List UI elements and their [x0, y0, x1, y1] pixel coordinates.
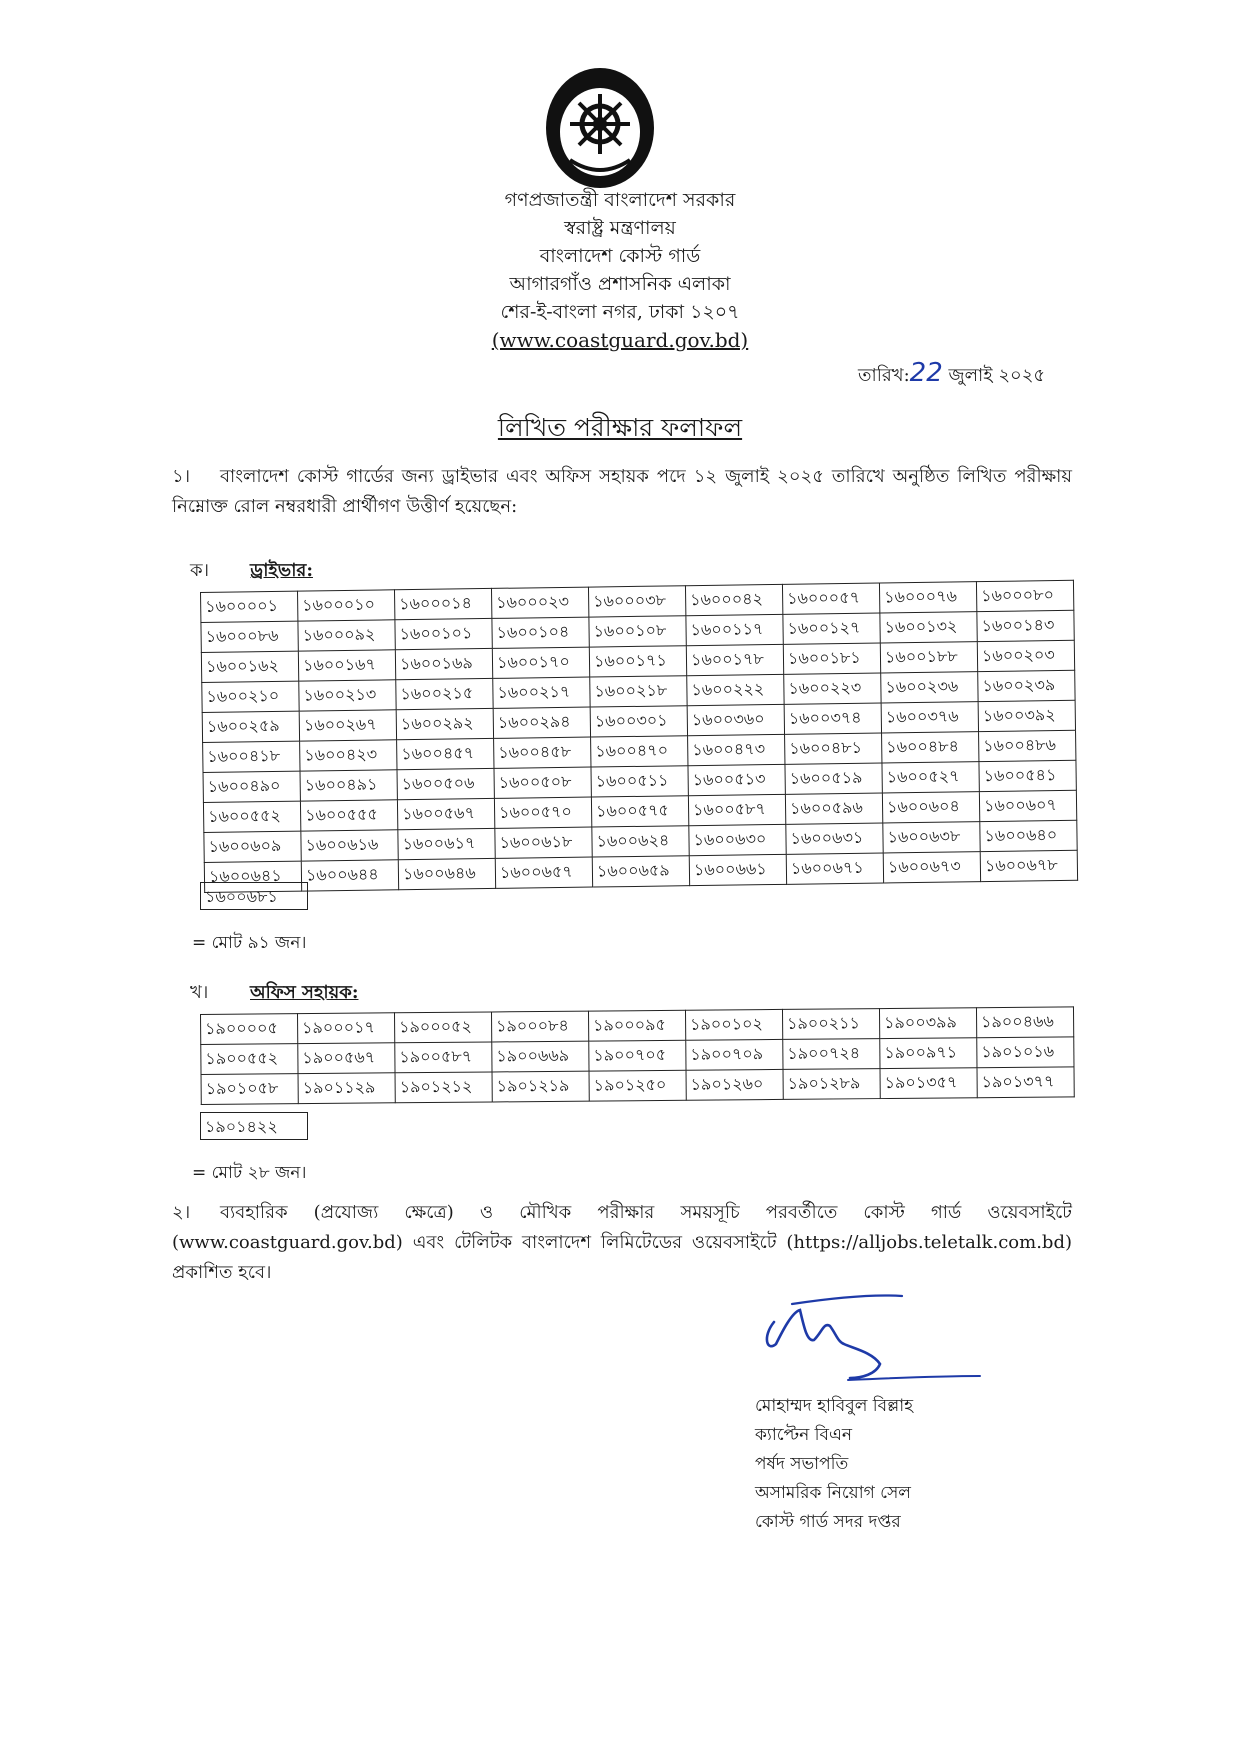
- roll-number-cell: ১৬০০৫২৭: [882, 762, 979, 793]
- roll-number-cell: ১৬০০৫১১: [591, 766, 688, 797]
- website-url: (www.coastguard.gov.bd): [491, 328, 749, 352]
- roll-number-cell: ১৬০০৬৫৭: [495, 857, 592, 888]
- page-title: লিখিত পরীক্ষার ফলাফল: [497, 413, 743, 442]
- roll-number-cell: ১৬০০৬১৮: [495, 827, 592, 858]
- roll-number-cell: ১৯০০১০২: [685, 1009, 782, 1040]
- roll-number-cell: ১৬০০৪২৩: [300, 740, 397, 771]
- roll-number-cell: ১৬০০১৬৭: [298, 650, 395, 681]
- roll-number-cell: ১৯০০০৯৫: [588, 1010, 685, 1041]
- roll-number-cell: ১৬০০৬২৪: [592, 826, 689, 857]
- roll-number-cell: ১৬০০১৩২: [880, 612, 977, 643]
- roll-number-cell: ১৬০০১১৭: [686, 614, 783, 645]
- driver-roll-table: [200, 580, 1078, 893]
- roll-number-cell: ১৬০০২৯২: [396, 708, 493, 739]
- roll-number-cell: ১৬০০৬৪১: [204, 861, 301, 892]
- roll-number-cell: ১৬০০৩০১: [590, 706, 687, 737]
- roll-number-cell: ১৬০০২৩৯: [978, 670, 1075, 701]
- roll-number-cell: ১৬০০৪১৮: [203, 741, 300, 772]
- roll-number-cell: ১৯০০০০৫: [201, 1014, 298, 1045]
- date-line: [858, 358, 1078, 392]
- roll-number-cell: ১৬০০৬৪৬: [398, 858, 495, 889]
- roll-number-cell: ১৬০০২৯৪: [493, 707, 590, 738]
- roll-number-cell: ১৯০০৫৫২: [201, 1044, 298, 1075]
- roll-number-cell: ১৬০০৫৯৬: [785, 793, 882, 824]
- roll-number-cell: ১৬০০৬৪৪: [301, 860, 398, 891]
- driver-total: = মোট ৯১ জন।: [192, 933, 307, 953]
- roll-number-cell: ১৯০০০১৭: [298, 1013, 395, 1044]
- roll-number-cell: ১৬০০১৬২: [201, 651, 298, 682]
- roll-number-cell: ১৬০০২১৫: [396, 678, 493, 709]
- roll-number-cell: ১৬০০৬৪০: [980, 820, 1077, 851]
- roll-number-cell: ১৬০০৪৮৪: [882, 732, 979, 763]
- ministry-name: স্বরাষ্ট্র মন্ত্রণালয়: [564, 217, 676, 239]
- roll-number-cell: ১৬০০৬১৬: [301, 830, 398, 861]
- roll-number-cell: ১৬০০১৭৮: [686, 644, 783, 675]
- paragraph-number: ১।: [172, 466, 191, 487]
- roll-number-cell: ১৬০০৬৩৮: [883, 822, 980, 853]
- roll-number-cell: ১৬০০৫৭৫: [591, 796, 688, 827]
- paragraph-1: [172, 462, 1072, 522]
- roll-number-cell: ১৬০০৬০৯: [204, 831, 301, 862]
- roll-number-cell: ১৬০০৬৭৮: [980, 850, 1077, 881]
- roll-number-cell: ১৬০০০৮০: [976, 580, 1073, 611]
- roll-number-cell: ১৬০০১৭০: [492, 647, 589, 678]
- roll-number-cell: ১৬০০২১৮: [590, 676, 687, 707]
- roll-number-cell: ১৬০০৫৭০: [494, 797, 591, 828]
- signatory-role: পর্ষদ সভাপতি: [755, 1454, 849, 1474]
- section-title: অফিস সহায়ক:: [250, 982, 359, 1003]
- roll-number-cell: ১৬০০৩৭৬: [881, 702, 978, 733]
- roll-number-cell: ১৬০০১০৪: [492, 617, 589, 648]
- roll-number-cell: ১৬০০৬৬১: [689, 854, 786, 885]
- section-marker: খ।: [190, 982, 209, 1003]
- roll-number-cell: ১৬০০০২৩: [491, 587, 588, 618]
- roll-number-cell: ১৯০০৪৬৬: [976, 1007, 1073, 1038]
- roll-number-cell: ১৬০০৩৬০: [687, 704, 784, 735]
- roll-number-cell: ১৬০০৫৪১: [979, 760, 1076, 791]
- roll-number-cell: ১৯০০৭২৪: [783, 1039, 880, 1070]
- roll-number-cell: ১৬০০০৮৬: [201, 621, 298, 652]
- address-line-2: শের-ই-বাংলা নগর, ঢাকা ১২০৭: [500, 301, 740, 323]
- roll-number-cell: ১৬০০৫৮৭: [688, 794, 785, 825]
- roll-number-cell: ১৬০০৬০৭: [979, 790, 1076, 821]
- roll-number-cell: ১৬০০১৪৩: [977, 610, 1074, 641]
- roll-number-cell: ১৬০০৪৭০: [591, 736, 688, 767]
- roll-number-cell: ১৯০১০৫৮: [201, 1074, 298, 1105]
- signatory-name: মোহাম্মদ হাবিবুল বিল্লাহ: [755, 1396, 914, 1416]
- roll-number-cell: ১৬০০৫০৮: [494, 767, 591, 798]
- roll-number-cell: ১৯০০৩৯৯: [879, 1008, 976, 1039]
- roll-number-cell: ১৬০০১২৭: [783, 613, 880, 644]
- roll-number-cell: ১৬০০০১০: [297, 590, 394, 621]
- roll-number-cell: ১৬০০১৮১: [783, 643, 880, 674]
- section-heading-office-assistant: [190, 978, 358, 1009]
- roll-number-cell: ১৬০০৬৭৩: [883, 852, 980, 883]
- roll-number-cell: ১৬০০০১৪: [394, 588, 491, 619]
- roll-number-cell: ১৬০০০০১: [201, 591, 298, 622]
- roll-number-cell: ১৯০০৫৮৭: [395, 1042, 492, 1073]
- roll-number-cell: ১৬০০১০৮: [589, 616, 686, 647]
- roll-number-cell: ১৯০০০৫২: [394, 1012, 491, 1043]
- roll-number-cell: ১৬০০৪৯১: [300, 770, 397, 801]
- driver-roll-last-cell: ১৬০০৬৮১: [200, 882, 308, 910]
- roll-number-cell: ১৬০০২১৭: [493, 677, 590, 708]
- roll-number-cell: ১৬০০২১৩: [299, 680, 396, 711]
- roll-number-cell: ১৬০০২৫৯: [202, 711, 299, 742]
- roll-number-cell: ১৬০০৪৮৬: [979, 730, 1076, 761]
- roll-number-cell: ১৬০০৪৯০: [203, 771, 300, 802]
- roll-number-cell: ১৬০০৬৫৯: [592, 856, 689, 887]
- roll-number-cell: ১৬০০২৬৭: [299, 710, 396, 741]
- roll-number-cell: ১৯০১৩৭৭: [977, 1067, 1074, 1098]
- roll-number-cell: ১৬০০১৭১: [589, 646, 686, 677]
- roll-number-cell: ১৯০১২৫০: [589, 1070, 686, 1101]
- roll-number-cell: ১৬০০৩৭৪: [784, 703, 881, 734]
- roll-number-cell: ১৬০০৬৭১: [786, 853, 883, 884]
- office-assistant-roll-last-cell: ১৯০১৪২২: [200, 1112, 308, 1140]
- roll-number-cell: ১৬০০০৫৭: [782, 583, 879, 614]
- roll-number-cell: ১৯০১২৮৯: [783, 1069, 880, 1100]
- roll-number-cell: ১৯০১২১২: [395, 1072, 492, 1103]
- roll-number-cell: ১৬০০২২২: [687, 674, 784, 705]
- roll-number-cell: ১৯০০৬৬৯: [492, 1041, 589, 1072]
- roll-number-cell: ১৯০০০৮৪: [491, 1011, 588, 1042]
- roll-number-cell: ১৬০০৬১৭: [398, 828, 495, 859]
- roll-number-cell: ১৬০০০৭৬: [879, 582, 976, 613]
- government-name: গণপ্রজাতন্ত্রী বাংলাদেশ সরকার: [504, 189, 736, 211]
- office-assistant-roll-table: [200, 1006, 1075, 1105]
- date-label: তারিখ:: [858, 365, 910, 386]
- roll-number-cell: ১৬০০৫০৬: [397, 768, 494, 799]
- signatory-rank: ক্যাপ্টেন বিএন: [755, 1425, 853, 1445]
- roll-number-cell: ১৬০০০৯২: [298, 620, 395, 651]
- roll-number-cell: ১৯০০৭০৯: [686, 1039, 783, 1070]
- roll-number-cell: ১৬০০০৩৮: [588, 586, 685, 617]
- roll-number-cell: ১৬০০২১০: [202, 681, 299, 712]
- roll-number-cell: ১৬০০৫১৩: [688, 764, 785, 795]
- paragraph-number: ২।: [172, 1202, 191, 1223]
- section-marker: ক।: [190, 560, 210, 581]
- letterhead: [300, 186, 940, 354]
- roll-number-cell: ১৯০১১২৯: [298, 1073, 395, 1104]
- roll-number-cell: ১৬০০৫১৯: [785, 763, 882, 794]
- roll-number-cell: ১৬০০৪৫৮: [494, 737, 591, 768]
- address-line-1: আগারগাঁও প্রশাসনিক এলাকা: [509, 273, 731, 295]
- roll-number-cell: ১৯০১৩৫৭: [880, 1068, 977, 1099]
- organization-name: বাংলাদেশ কোস্ট গার্ড: [539, 245, 701, 267]
- section-title: ড্রাইভার:: [250, 560, 313, 581]
- roll-number-cell: ১৬০০৫৫২: [203, 801, 300, 832]
- table-row: [201, 1067, 1074, 1105]
- date-month-year: জুলাই ২০২৫: [948, 365, 1046, 386]
- roll-number-cell: ১৯০১২৬০: [686, 1069, 783, 1100]
- office-assistant-total: = মোট ২৮ জন।: [192, 1163, 307, 1183]
- roll-number-cell: ১৬০০৬০৪: [882, 792, 979, 823]
- roll-number-cell: ১৬০০১০১: [395, 618, 492, 649]
- signature-icon: [752, 1282, 982, 1392]
- coast-guard-emblem-icon: [540, 62, 660, 192]
- section-heading-driver: [190, 556, 313, 587]
- roll-number-cell: ১৬০০৪৮১: [785, 733, 882, 764]
- roll-number-cell: ১৬০০১৬৯: [395, 648, 492, 679]
- roll-number-cell: ১৬০০৪৭৩: [688, 734, 785, 765]
- roll-number-cell: ১৬০০৪৫৭: [397, 738, 494, 769]
- roll-number-cell: ১৯০১০১৬: [977, 1037, 1074, 1068]
- roll-number-cell: ১৬০০৫৬৭: [397, 798, 494, 829]
- roll-number-cell: ১৬০০০৪২: [685, 584, 782, 615]
- paragraph-2: [172, 1198, 1072, 1288]
- roll-number-cell: ১৬০০২৩৬: [881, 672, 978, 703]
- roll-number-cell: ১৯০০৫৬৭: [298, 1043, 395, 1074]
- roll-number-cell: ১৯০১২১৯: [492, 1071, 589, 1102]
- signatory-office: কোস্ট গার্ড সদর দপ্তর: [755, 1512, 901, 1532]
- roll-number-cell: ১৬০০৬৩১: [786, 823, 883, 854]
- roll-number-cell: ১৯০০৭০৫: [589, 1040, 686, 1071]
- paragraph-text: ব্যবহারিক (প্রযোজ্য ক্ষেত্রে) ও মৌখিক পরীক্ষার সময়সূচি পরবর্তীতে কোস্ট গার্ড ওয়েবসাইটে (www.coastguard.gov.bd) এবং টেলিটক বাংলাদেশ লিমিটেডের ওয়েবসাইটে (https://alljobs.teletalk.com.bd) প্রকাশিত হবে।: [172, 1202, 1072, 1283]
- roll-number-cell: ১৬০০৫৫৫: [300, 800, 397, 831]
- roll-number-cell: ১৯০০৯৭১: [880, 1038, 977, 1069]
- roll-number-cell: ১৯০০২১১: [782, 1009, 879, 1040]
- roll-number-cell: ১৬০০২২৩: [784, 673, 881, 704]
- date-day-handwritten: 22: [909, 358, 943, 388]
- roll-number-cell: ১৬০০২০৩: [977, 640, 1074, 671]
- roll-number-cell: ১৬০০১৮৮: [880, 642, 977, 673]
- roll-number-cell: ১৬০০৩৯২: [978, 700, 1075, 731]
- roll-number-cell: ১৬০০৬৩০: [689, 824, 786, 855]
- signatory-cell: অসামরিক নিয়োগ সেল: [755, 1483, 911, 1503]
- paragraph-text: বাংলাদেশ কোস্ট গার্ডের জন্য ড্রাইভার এবং অফিস সহায়ক পদে ১২ জুলাই ২০২৫ তারিখে অনুষ্ঠিত লিখিত পরীক্ষায় নিম্নোক্ত রোল নম্বরধারী প্রার্থীগণ উত্তীর্ণ হয়েছেন:: [172, 466, 1072, 517]
- signatory-block: [755, 1392, 1055, 1537]
